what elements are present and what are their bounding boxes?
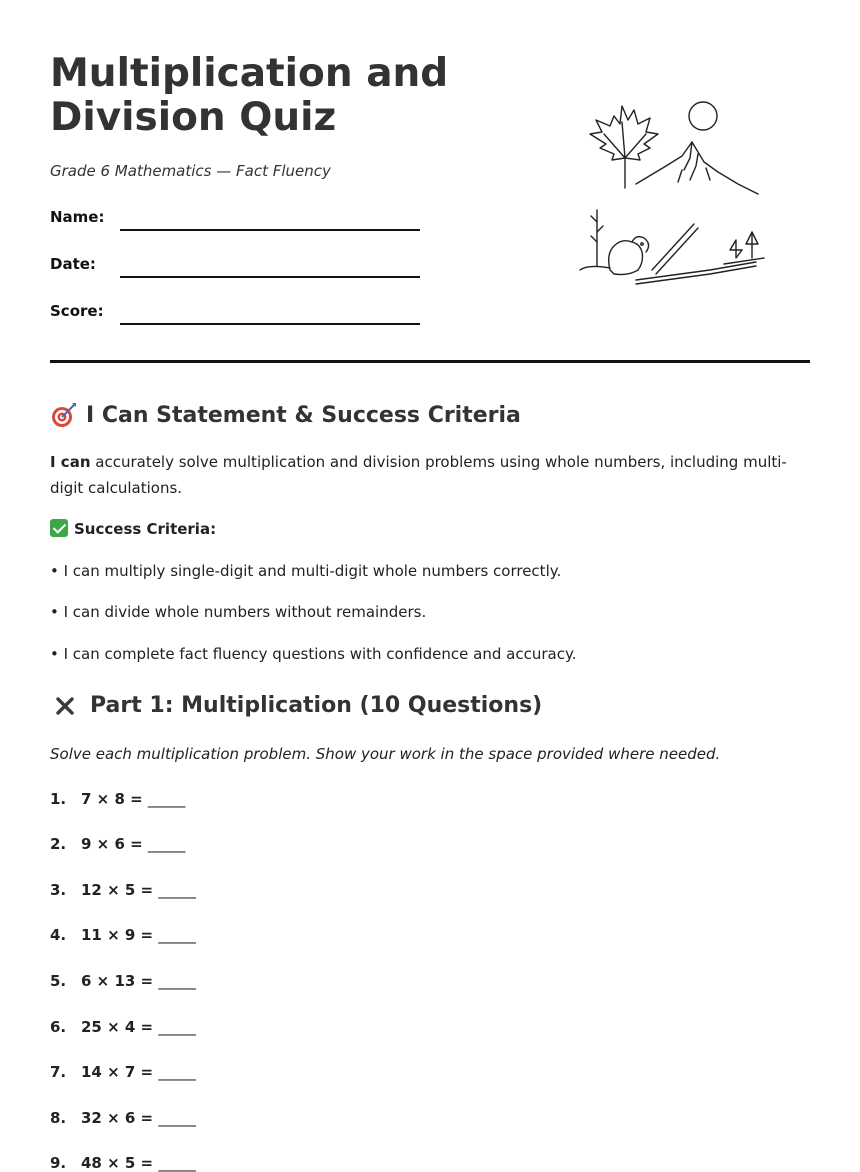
question-expression: 12 × 5 = bbox=[81, 881, 154, 899]
answer-blank[interactable]: _____ bbox=[158, 1109, 196, 1127]
question-expression: 25 × 4 = bbox=[81, 1018, 154, 1036]
beaver-icon bbox=[580, 237, 649, 275]
question-number: 9. bbox=[50, 1154, 67, 1172]
success-criteria-heading bbox=[50, 401, 521, 429]
answer-blank[interactable]: _____ bbox=[158, 1063, 196, 1081]
name-field[interactable] bbox=[50, 208, 420, 238]
target-icon bbox=[50, 401, 78, 429]
answer-blank[interactable]: _____ bbox=[158, 1018, 196, 1036]
title-line-2: Division Quiz bbox=[50, 95, 337, 140]
question-number: 2. bbox=[50, 835, 67, 853]
date-label: Date: bbox=[50, 255, 96, 273]
date-line[interactable] bbox=[120, 276, 420, 278]
part1-heading bbox=[50, 693, 542, 718]
question-number: 7. bbox=[50, 1063, 67, 1081]
question-number: 3. bbox=[50, 881, 67, 899]
name-label: Name: bbox=[50, 208, 105, 226]
criteria-item: • I can complete fact fluency questions with confidence and accuracy. bbox=[50, 645, 577, 663]
criteria-item: • I can divide whole numbers without remainders. bbox=[50, 603, 427, 621]
check-icon bbox=[50, 519, 68, 537]
question-item bbox=[50, 1063, 196, 1081]
i-can-bold: I can bbox=[50, 453, 91, 471]
question-expression: 7 × 8 = bbox=[81, 790, 143, 808]
criteria-item: • I can multiply single-digit and multi-digit whole numbers correctly. bbox=[50, 562, 562, 580]
question-item bbox=[50, 1018, 196, 1036]
title-line-1: Multiplication and bbox=[50, 51, 449, 96]
question-expression: 11 × 9 = bbox=[81, 926, 154, 944]
header-divider bbox=[50, 360, 810, 363]
plant-icon bbox=[591, 210, 603, 266]
criteria-heading-text: Success Criteria: bbox=[74, 520, 217, 538]
canadian-landscape-illustration bbox=[570, 98, 770, 288]
success-criteria-heading-text: I Can Statement & Success Criteria bbox=[86, 402, 521, 428]
question-number: 5. bbox=[50, 972, 67, 990]
pine-trees-icon bbox=[724, 232, 764, 264]
answer-blank[interactable]: _____ bbox=[158, 1154, 196, 1172]
answer-blank[interactable]: _____ bbox=[158, 972, 196, 990]
question-item bbox=[50, 926, 196, 944]
part1-heading-text: Part 1: Multiplication (10 Questions) bbox=[90, 693, 543, 718]
maple-leaf-icon bbox=[590, 106, 658, 188]
question-expression: 14 × 7 = bbox=[81, 1063, 154, 1081]
hockey-stick-icon bbox=[636, 224, 756, 284]
score-label: Score: bbox=[50, 302, 104, 320]
x-icon bbox=[54, 695, 76, 717]
i-can-statement bbox=[50, 449, 790, 501]
answer-blank[interactable]: _____ bbox=[147, 835, 186, 853]
answer-blank[interactable]: _____ bbox=[158, 926, 196, 944]
sun-icon bbox=[689, 102, 717, 130]
question-expression: 6 × 13 = bbox=[81, 972, 154, 990]
question-number: 6. bbox=[50, 1018, 67, 1036]
page-title bbox=[50, 52, 470, 140]
question-expression: 32 × 6 = bbox=[81, 1109, 154, 1127]
question-number: 4. bbox=[50, 926, 67, 944]
answer-blank[interactable]: _____ bbox=[158, 881, 196, 899]
question-item bbox=[50, 1109, 196, 1127]
question-item bbox=[50, 881, 196, 899]
question-expression: 9 × 6 = bbox=[81, 835, 143, 853]
question-item bbox=[50, 1154, 196, 1172]
date-field[interactable] bbox=[50, 255, 420, 285]
question-item bbox=[50, 790, 185, 808]
score-line[interactable] bbox=[120, 323, 420, 325]
question-number: 8. bbox=[50, 1109, 67, 1127]
mountain-icon bbox=[636, 142, 758, 194]
part1-instructions: Solve each multiplication problem. Show your work in the space provided where needed. bbox=[50, 745, 721, 763]
question-expression: 48 × 5 = bbox=[81, 1154, 154, 1172]
name-line[interactable] bbox=[120, 229, 420, 231]
answer-blank[interactable]: _____ bbox=[147, 790, 186, 808]
i-can-text: accurately solve multiplication and division problems using whole numbers, including multi-digit calculations. bbox=[50, 453, 787, 497]
question-item bbox=[50, 835, 185, 853]
question-item bbox=[50, 972, 196, 990]
score-field[interactable] bbox=[50, 302, 420, 332]
question-number: 1. bbox=[50, 790, 67, 808]
subtitle: Grade 6 Mathematics — Fact Fluency bbox=[50, 162, 331, 180]
criteria-heading bbox=[50, 516, 790, 542]
